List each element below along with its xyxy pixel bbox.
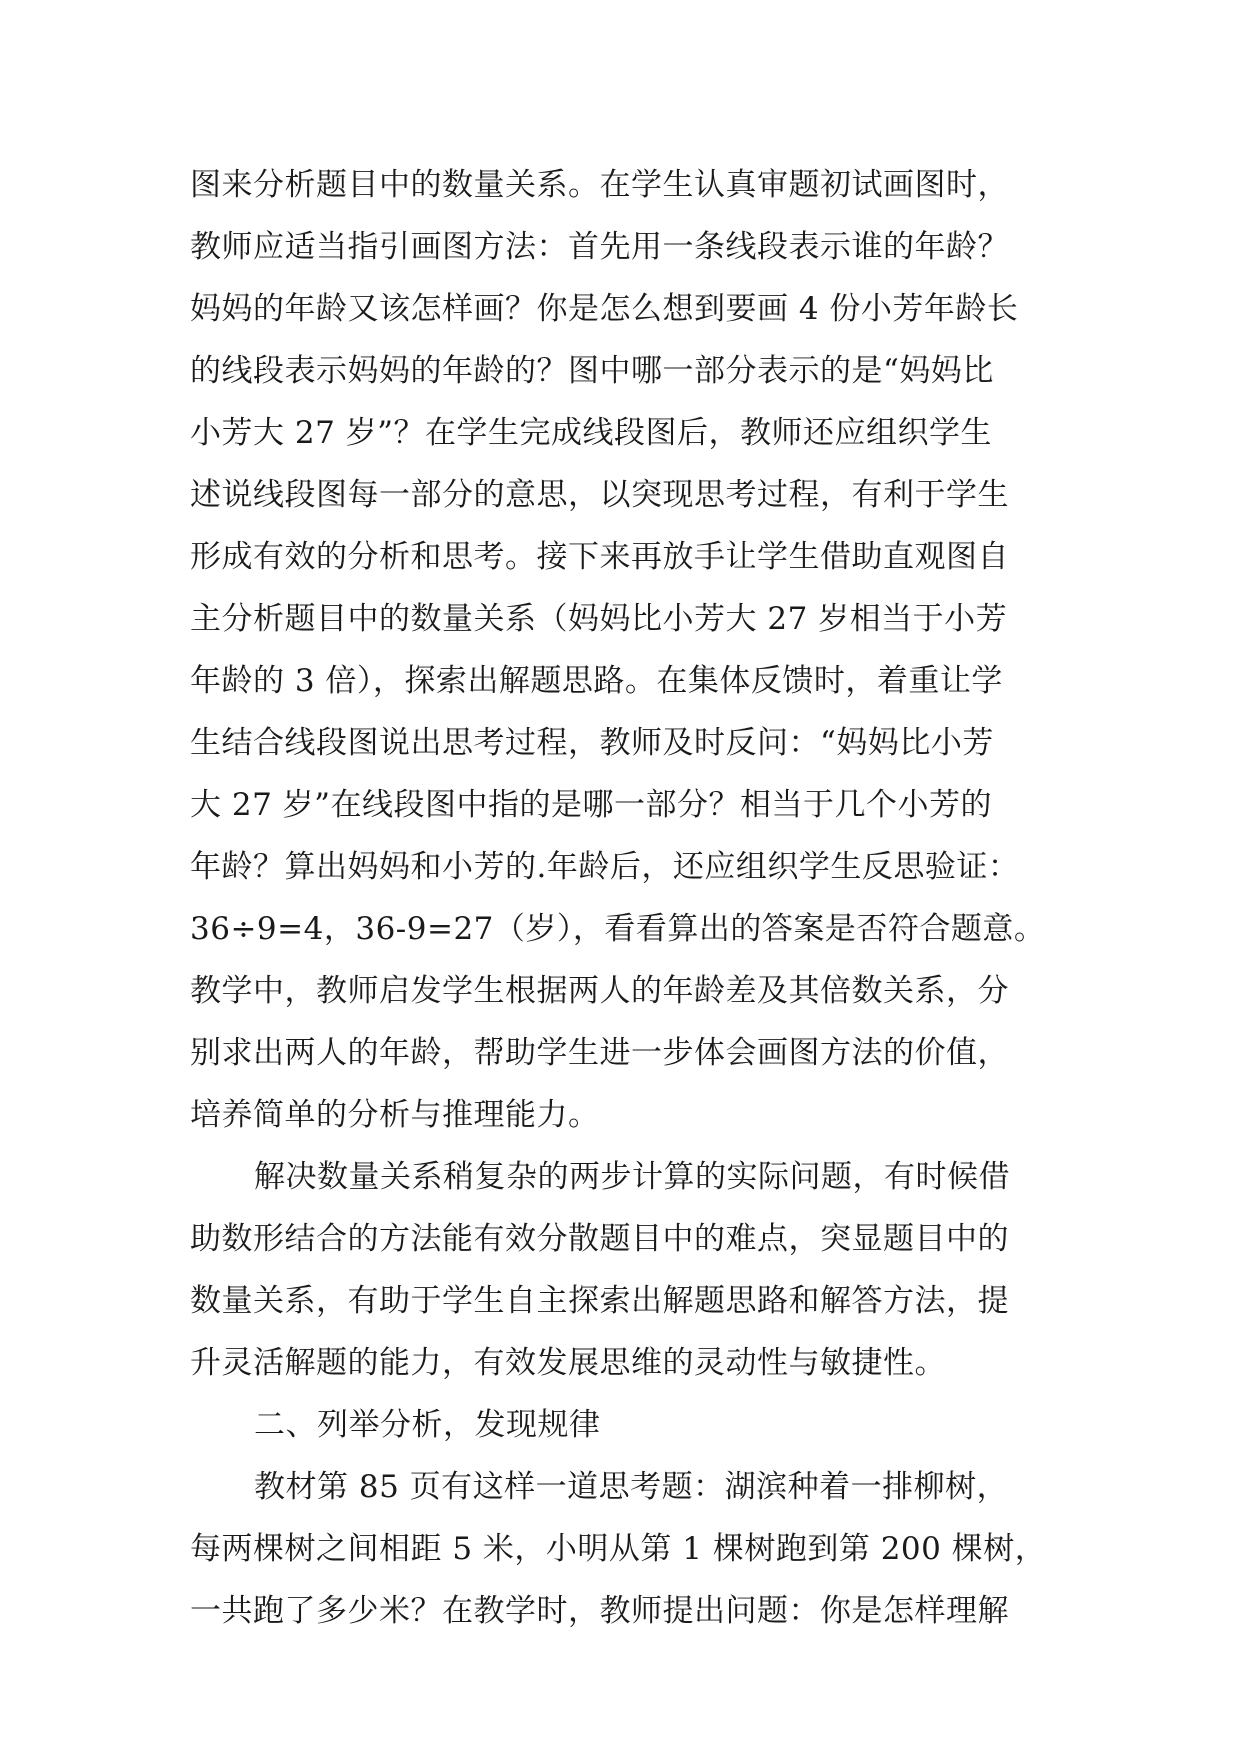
text-line: 教师应适当指引画图方法：首先用一条线段表示谁的年龄？: [190, 229, 1009, 265]
text-line: 年龄的 3 倍），探索出解题思路。在集体反馈时，着重让学: [190, 663, 1003, 699]
text-line: 形成有效的分析和思考。接下来再放手让学生借助直观图自: [190, 539, 1009, 575]
text-line: 升灵活解题的能力，有效发展思维的灵动性与敏捷性。: [190, 1345, 946, 1381]
text-line: 培养简单的分析与推理能力。: [190, 1097, 600, 1133]
text-line: 主分析题目中的数量关系（妈妈比小芳大 27 岁相当于小芳: [190, 601, 1008, 637]
text-line: 别求出两人的年龄，帮助学生进一步体会画图方法的价值，: [190, 1035, 1009, 1071]
text-line: 小芳大 27 岁”？在学生完成线段图后，教师还应组织学生: [190, 415, 992, 451]
text-line: 妈妈的年龄又该怎样画？你是怎么想到要画 4 份小芳年龄长: [190, 291, 1019, 327]
text-line: 述说线段图每一部分的意思，以突现思考过程，有利于学生: [190, 477, 1009, 513]
section-heading: 二、列举分析，发现规律: [254, 1407, 601, 1443]
text-line: 一共跑了多少米？在教学时，教师提出问题：你是怎样理解: [190, 1593, 1009, 1629]
text-line: 36÷9=4，36-9=27（岁），看看算出的答案是否符合题意。: [190, 911, 1046, 947]
text-line: 生结合线段图说出思考过程，教师及时反问：“妈妈比小芳: [190, 725, 994, 761]
text-line: 数量关系，有助于学生自主探索出解题思路和解答方法，提: [190, 1283, 1009, 1319]
paragraph-first-line: 解决数量关系稍复杂的两步计算的实际问题，有时候借: [254, 1159, 1010, 1195]
text-line: 教学中，教师启发学生根据两人的年龄差及其倍数关系，分: [190, 973, 1009, 1009]
text-line: 图来分析题目中的数量关系。在学生认真审题初试画图时，: [190, 167, 1009, 203]
text-line: 助数形结合的方法能有效分散题目中的难点，突显题目中的: [190, 1221, 1009, 1257]
text-line: 每两棵树之间相距 5 米，小明从第 1 棵树跑到第 200 棵树，: [190, 1531, 1047, 1567]
text-line: 年龄？算出妈妈和小芳的.年龄后，还应组织学生反思验证：: [190, 849, 1020, 885]
text-line: 大 27 岁”在线段图中指的是哪一部分？相当于几个小芳的: [190, 787, 992, 823]
text-line: 的线段表示妈妈的年龄的？图中哪一部分表示的是“妈妈比: [190, 353, 994, 389]
paragraph-first-line: 教材第 85 页有这样一道思考题：湖滨种着一排柳树，: [254, 1469, 1009, 1505]
